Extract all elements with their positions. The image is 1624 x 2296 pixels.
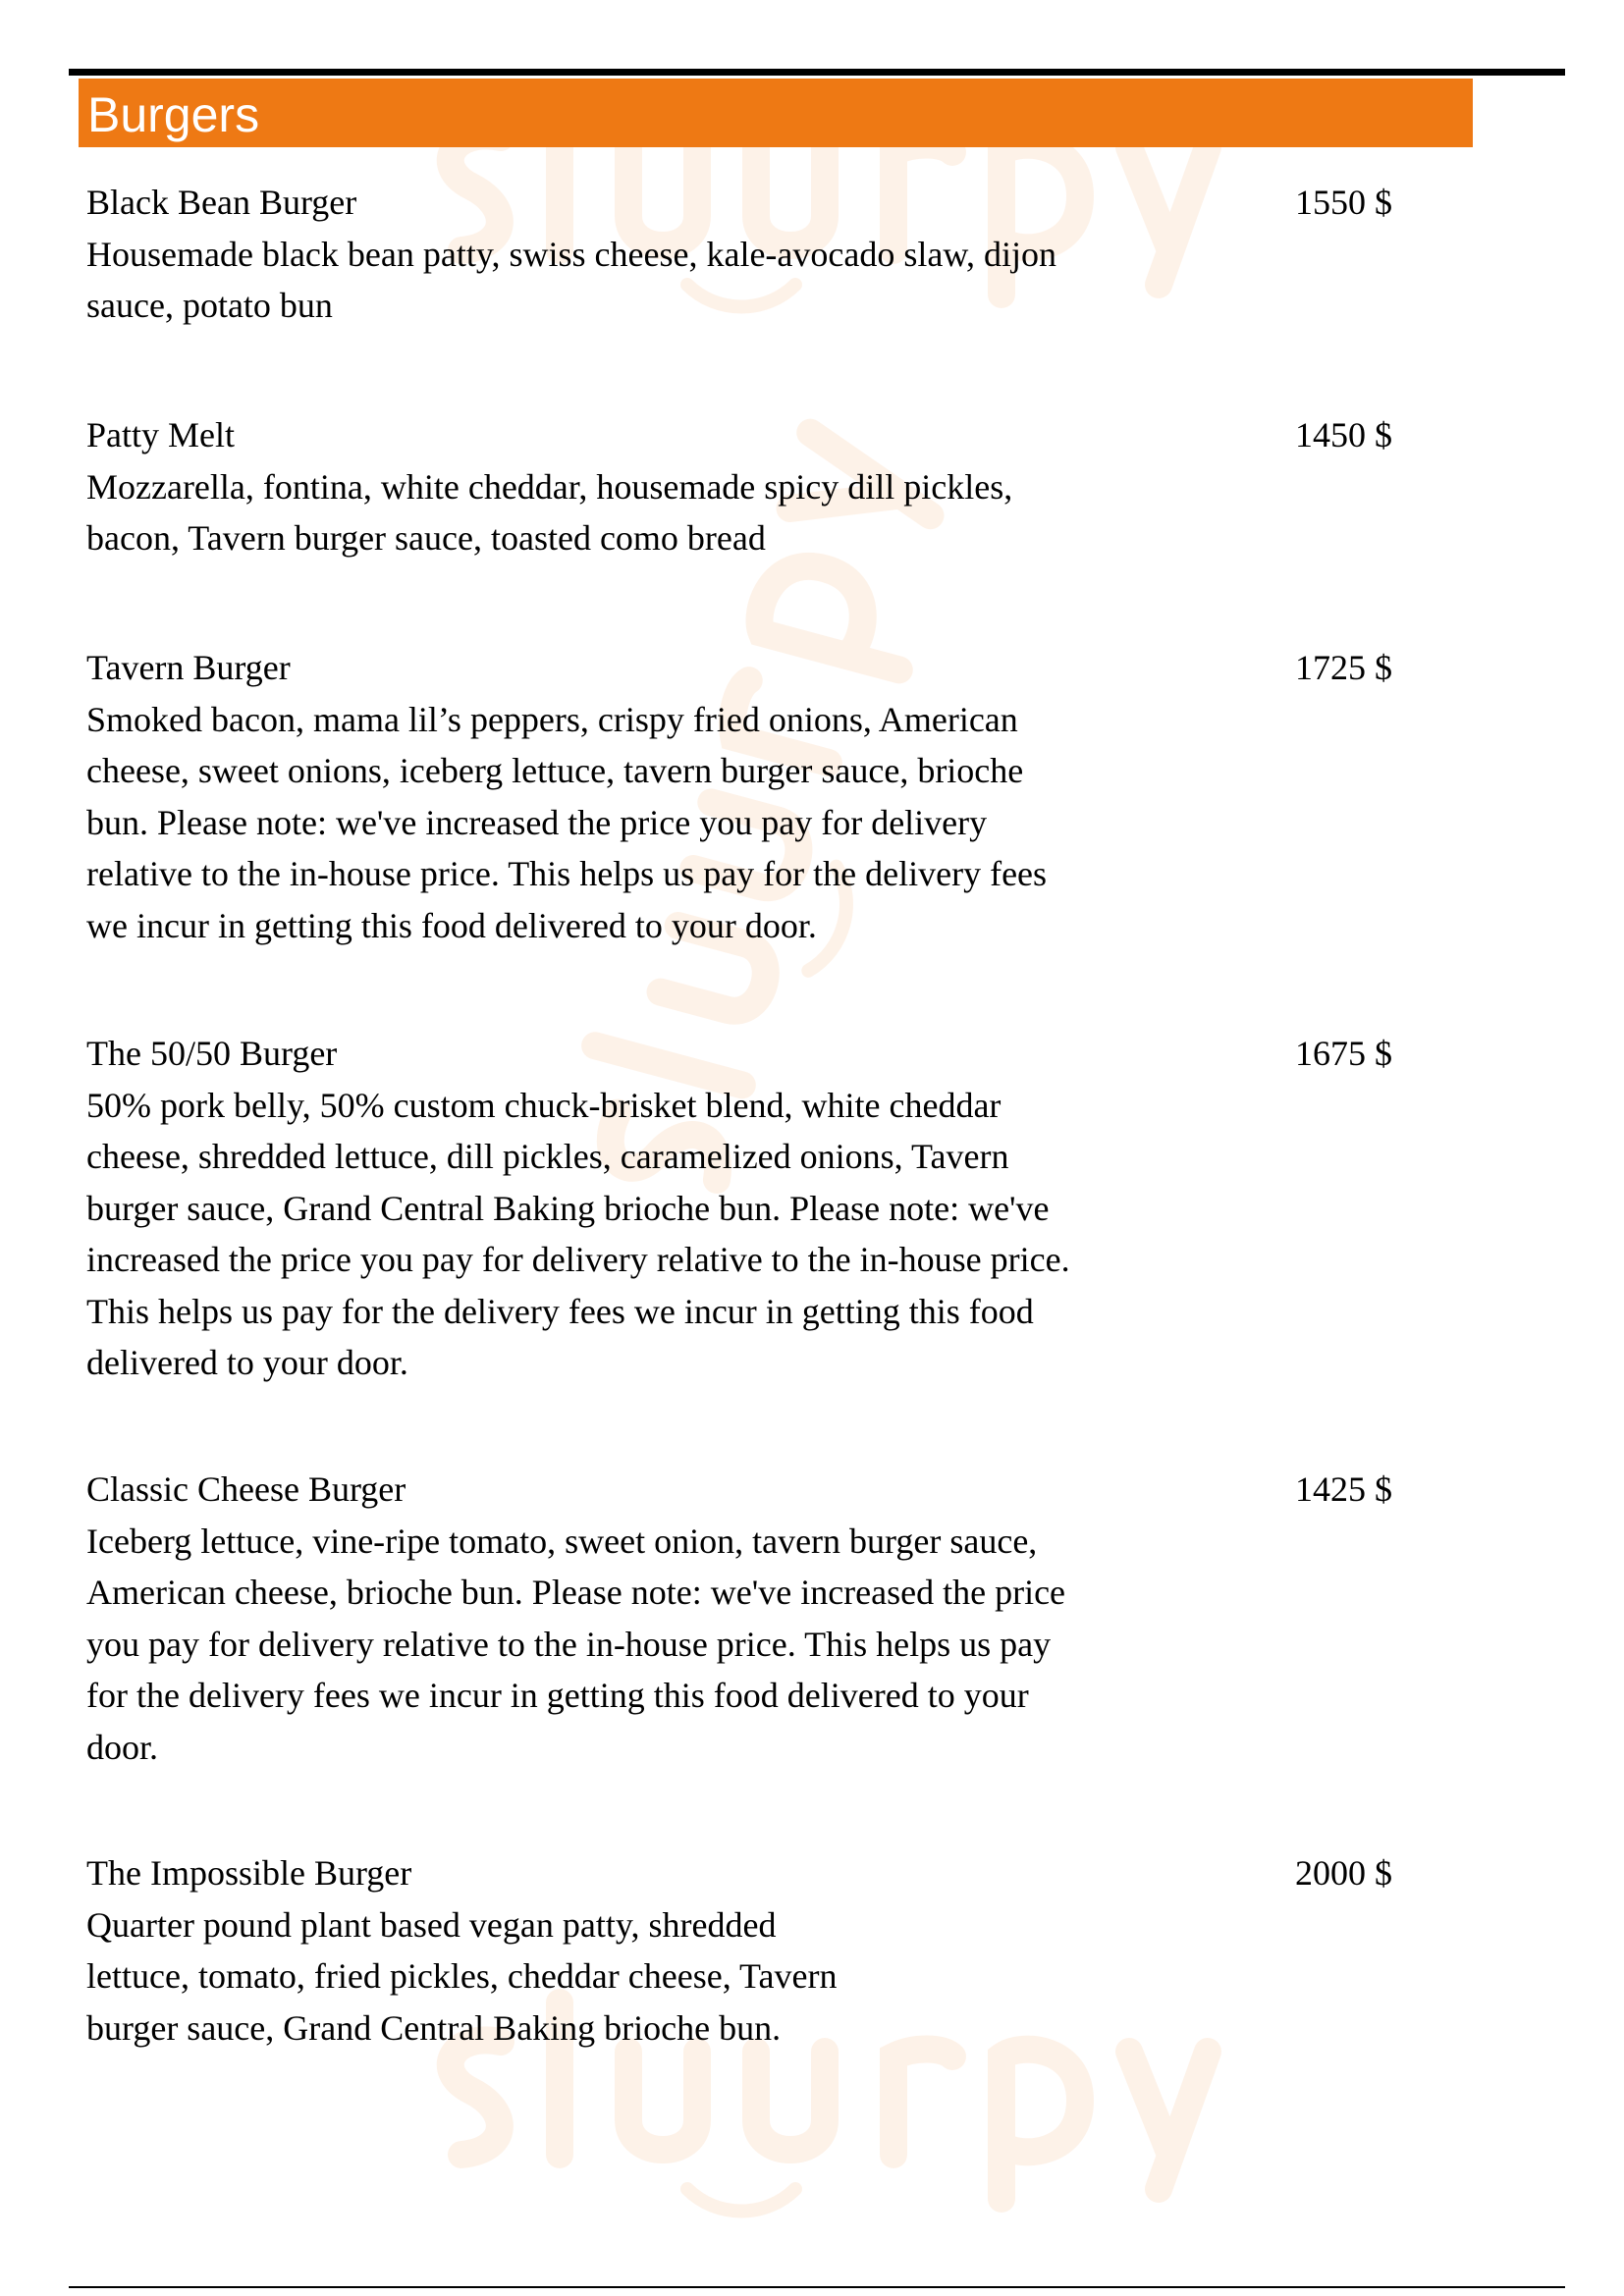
item-name: Tavern Burger [86, 648, 291, 687]
item-description: 50% pork belly, 50% custom chuck-brisket blend, white cheddar cheese, shredded lettuce, dill pickles, caramelized onions, Tavern burger sauce, Grand Central Baking brioche bun. Please note: we've increased the price you pay for delivery relative to the in-house price. This helps us pay for the delivery fees we incur in getting this food delivered to your door. [86, 1085, 1070, 1382]
menu-item-impossible-burger [86, 1847, 1392, 2054]
menu-item-patty-melt [86, 409, 1392, 564]
item-price: 1675 $ [1295, 1034, 1392, 1073]
menu-item-50-50-burger [86, 1028, 1392, 1389]
item-description: Quarter pound plant based vegan patty, shredded lettuce, tomato, fried pickles, cheddar cheese, Tavern burger sauce, Grand Central Baking brioche bun. [86, 1904, 838, 2048]
menu-item-tavern-burger [86, 642, 1392, 951]
item-description: Iceberg lettuce, vine-ripe tomato, sweet onion, tavern burger sauce, American cheese, brioche bun. Please note: we've increased the price you pay for delivery relative to the in-house price. This helps us pay for the delivery fees we incur in getting this food delivered to your door. [86, 1521, 1066, 1767]
item-price: 1725 $ [1295, 648, 1392, 687]
item-description: Smoked bacon, mama lil’s peppers, crispy fried onions, American cheese, sweet onions, iceberg lettuce, tavern burger sauce, brioche bun. Please note: we've increased the price you pay for delivery relative to the in-house price. This helps us pay for the delivery fees we incur in getting this food delivered to your door. [86, 699, 1048, 945]
item-name: Classic Cheese Burger [86, 1469, 406, 1509]
item-name: The 50/50 Burger [86, 1034, 338, 1073]
item-description: Housemade black bean patty, swiss cheese, kale-avocado slaw, dijon sauce, potato bun [86, 234, 1056, 325]
menu-item-classic-cheese-burger [86, 1464, 1392, 1773]
item-name: The Impossible Burger [86, 1853, 412, 1893]
item-price: 1550 $ [1295, 183, 1392, 222]
item-name: Black Bean Burger [86, 183, 357, 222]
section-header [79, 79, 1473, 147]
item-price: 1425 $ [1295, 1469, 1392, 1509]
menu-item-black-bean-burger [86, 177, 1392, 332]
item-name: Patty Melt [86, 415, 235, 454]
item-price: 2000 $ [1295, 1853, 1392, 1893]
item-price: 1450 $ [1295, 415, 1392, 454]
item-description: Mozzarella, fontina, white cheddar, housemade spicy dill pickles, bacon, Tavern burger sauce, toasted como bread [86, 466, 1013, 558]
bottom-rule [69, 2286, 1565, 2288]
top-rule [69, 69, 1565, 76]
section-title: Burgers [87, 87, 260, 142]
